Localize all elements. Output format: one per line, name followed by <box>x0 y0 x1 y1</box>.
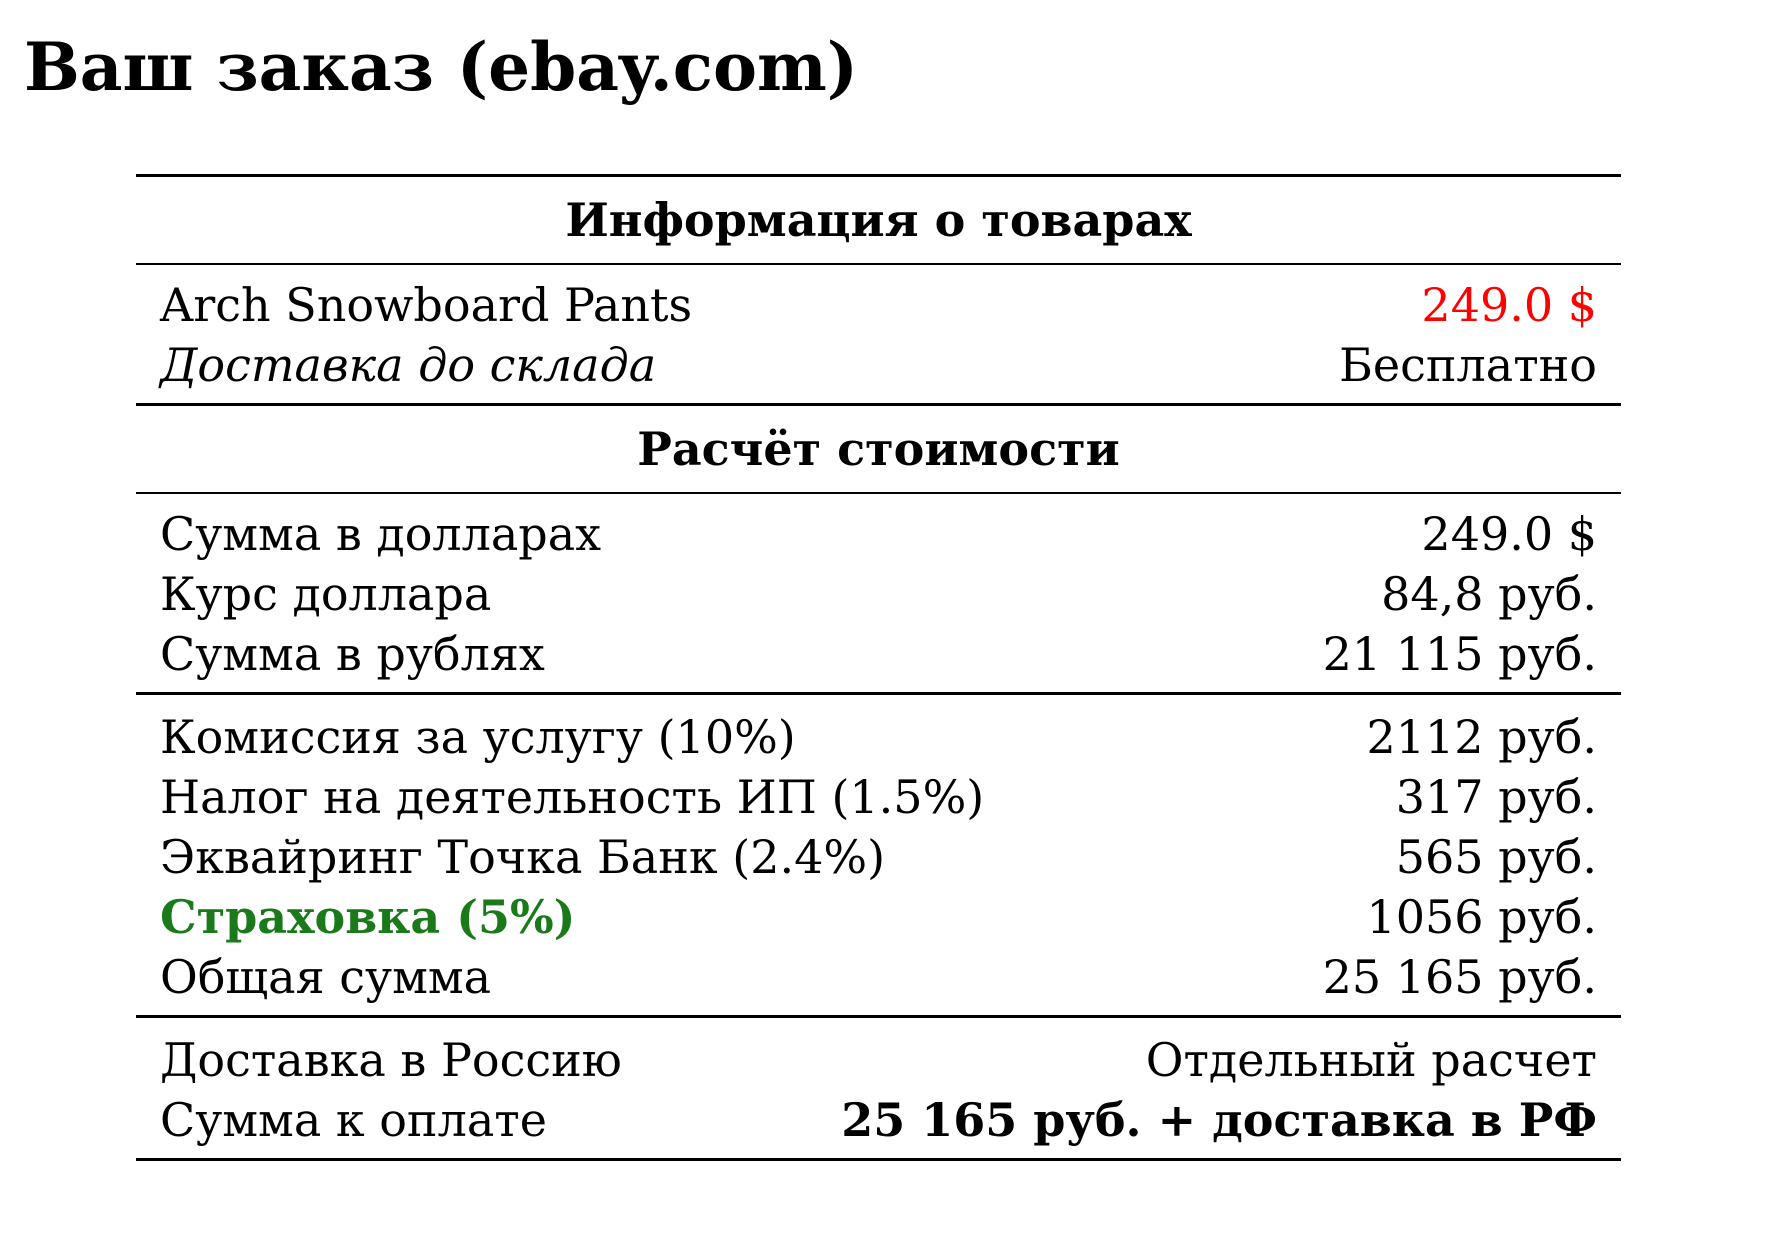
sum-rub-value: 21 115 руб. <box>1322 627 1597 681</box>
order-summary-table <box>136 174 1621 1161</box>
product-price: 249.0 $ <box>1421 278 1597 332</box>
russia-delivery-value: Отдельный расчет <box>1145 1033 1597 1087</box>
warehouse-shipping-value: Бесплатно <box>1339 338 1597 392</box>
warehouse-shipping-label: Доставка до склада <box>160 338 657 392</box>
total-value: 25 165 руб. <box>1322 950 1597 1004</box>
product-row <box>160 275 1597 335</box>
service-fee-label: Комиссия за услугу (10%) <box>160 710 796 764</box>
list-item <box>160 767 1597 827</box>
fees-group <box>136 695 1621 1015</box>
tax-value: 317 руб. <box>1395 770 1597 824</box>
list-item <box>160 624 1597 684</box>
insurance-label: Страховка (5%) <box>160 890 576 944</box>
list-item <box>160 887 1597 947</box>
list-item <box>160 827 1597 887</box>
insurance-value: 1056 руб. <box>1366 890 1597 944</box>
acquiring-value: 565 руб. <box>1395 830 1597 884</box>
russia-delivery-label: Доставка в Россию <box>160 1033 622 1087</box>
product-name: Arch Snowboard Pants <box>160 278 693 332</box>
list-item <box>160 504 1597 564</box>
warehouse-shipping-row <box>160 335 1597 395</box>
list-item <box>160 707 1597 767</box>
final-group <box>136 1018 1621 1158</box>
list-item <box>160 564 1597 624</box>
payment-row <box>160 1090 1597 1150</box>
cost-calculation-heading: Расчёт стоимости <box>637 422 1120 476</box>
page-title: Ваш заказ (ebay.com) <box>24 28 859 106</box>
list-item <box>160 947 1597 1007</box>
sum-rub-label: Сумма в рублях <box>160 627 545 681</box>
table-bottom-rule <box>136 1158 1621 1161</box>
exchange-rate-value: 84,8 руб. <box>1381 567 1597 621</box>
acquiring-label: Эквайринг Точка Банк (2.4%) <box>160 830 886 884</box>
exchange-rate-label: Курс доллара <box>160 567 492 621</box>
conversion-group <box>136 494 1621 692</box>
sum-usd-value: 249.0 $ <box>1421 507 1597 561</box>
tax-label: Налог на деятельность ИП (1.5%) <box>160 770 985 824</box>
product-info-heading: Информация о товарах <box>565 193 1192 247</box>
total-label: Общая сумма <box>160 950 492 1004</box>
delivery-row <box>160 1030 1597 1090</box>
service-fee-value: 2112 руб. <box>1366 710 1597 764</box>
payment-label: Сумма к оплате <box>160 1093 547 1147</box>
product-info-group <box>136 265 1621 403</box>
payment-value: 25 165 руб. + доставка в РФ <box>841 1093 1597 1147</box>
sum-usd-label: Сумма в долларах <box>160 507 602 561</box>
